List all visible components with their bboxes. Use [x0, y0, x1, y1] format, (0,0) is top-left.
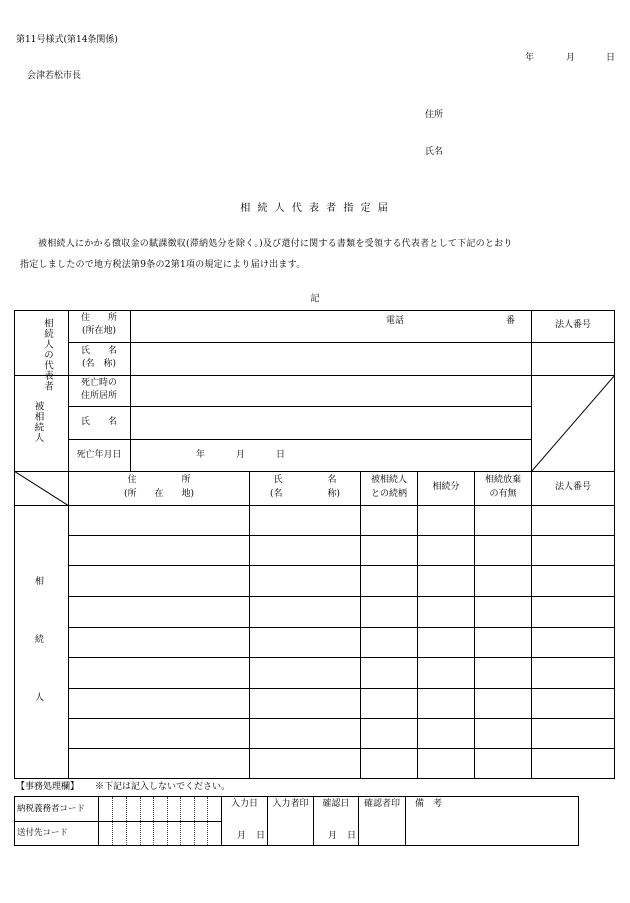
decedent-death-date-label: 死亡年月日 — [76, 450, 122, 460]
heirs-col-name-2: (名 称) — [269, 489, 341, 499]
heirs-col-corp-no: 法人番号 — [554, 482, 591, 492]
office-heading: 【事務処理欄】 — [16, 782, 80, 792]
rep-side-label: 相続人の代表者 — [42, 318, 53, 392]
date-month-label: 月 — [566, 53, 576, 63]
remarks-label: 備 考 — [415, 799, 443, 809]
heirs-col-relation-1: 被相続人 — [370, 475, 407, 485]
input-month-label: 月 — [237, 831, 247, 841]
rep-address-label-1: 住 所 — [80, 313, 117, 323]
death-month-label: 月 — [236, 450, 246, 460]
input-day-label: 日 — [256, 831, 266, 841]
body-text-line-1: 被相続人にかかる徴収金の賦課徴収(滞納処分を除く。)及び還付に関する書類を受領する代表者として下記のとおり — [38, 239, 513, 249]
heirs-side-char-2: 続 — [35, 635, 45, 645]
heirs-col-renounce-1: 相続放棄 — [484, 475, 521, 485]
rep-name-label-2: (名 称) — [81, 359, 117, 369]
heirs-col-name-1: 氏 名 — [273, 475, 337, 485]
ki-label: 記 — [310, 294, 320, 304]
rep-name-label-1: 氏 名 — [80, 346, 117, 356]
rep-phone-suffix: 番 — [506, 316, 516, 326]
confirm-stamp-label: 確認者印 — [363, 799, 400, 809]
confirm-date-label: 確認日 — [322, 799, 350, 809]
confirm-month-label: 月 — [328, 831, 338, 841]
document-title: 相 続 人 代 表 者 指 定 届 — [240, 203, 390, 214]
date-day-label: 日 — [606, 53, 616, 63]
confirm-day-label: 日 — [347, 831, 357, 841]
input-date-label: 入力日 — [230, 799, 258, 809]
header-corner-diagonal — [14, 471, 69, 506]
office-note: ※下記は記入しないでください。 — [95, 782, 231, 792]
decedent-address-label-2: 住所居所 — [80, 391, 117, 401]
heirs-col-address-2: (所 在 地) — [123, 489, 195, 499]
rep-phone-label: 電話 — [386, 316, 405, 326]
rep-address-label-2: (所在地) — [81, 326, 117, 336]
taxpayer-code-label: 納税義務者コード — [17, 804, 86, 814]
death-year-label: 年 — [196, 450, 206, 460]
input-stamp-label: 入力者印 — [272, 799, 309, 809]
heirs-side-char-1: 相 — [35, 577, 45, 587]
addressee: 会津若松市長 — [27, 71, 82, 81]
applicant-address-label: 住所 — [425, 110, 444, 120]
heirs-col-renounce-2: の有無 — [489, 489, 517, 499]
body-text-line-2: 指定しましたので地方税法第9条の2第1項の規定により届け出ます。 — [20, 260, 306, 270]
decedent-side-label: 被相続人 — [32, 401, 44, 443]
decedent-name-label: 氏 名 — [80, 417, 117, 427]
death-day-label: 日 — [276, 450, 286, 460]
applicant-name-label: 氏名 — [425, 147, 444, 157]
heirs-col-share: 相続分 — [432, 482, 460, 492]
date-year-label: 年 — [525, 53, 535, 63]
rep-corp-no-label: 法人番号 — [554, 320, 591, 330]
heirs-col-relation-2: との続柄 — [370, 489, 407, 499]
corp-no-void-diagonal — [531, 375, 615, 472]
decedent-address-label-1: 死亡時の — [80, 378, 117, 388]
heirs-side-char-3: 人 — [35, 693, 45, 703]
heirs-col-address-1: 住 所 — [127, 475, 191, 485]
destination-code-label: 送付先コード — [17, 828, 69, 838]
form-number: 第11号様式(第14条関係) — [16, 35, 118, 45]
